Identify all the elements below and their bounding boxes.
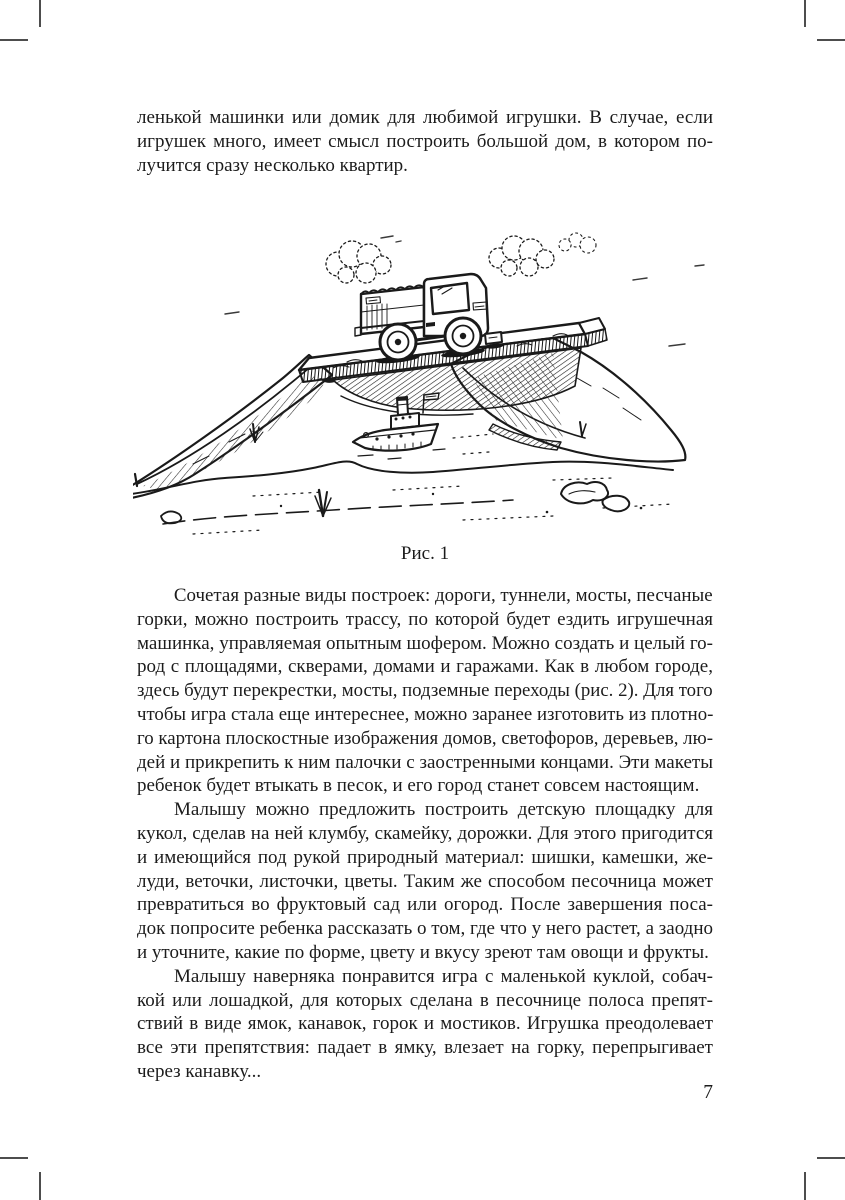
figure-caption: Рис. 1 [400,543,450,564]
text-line: через канавку... [137,1060,262,1082]
text-line: Малышу наверняка понравится игра с маленькой куклой, собач- [174,965,713,987]
text-line: горки, можно построить трассу, по которой будет ездить игрушечная [137,608,713,630]
paragraph [137,798,713,965]
text-line: Сочетая разные виды построек: дороги, туннели, мосты, песчаные [173,585,713,606]
cloud-icon [489,236,554,276]
grass-tuft-icon [315,490,331,516]
paragraph [137,106,713,177]
text-line: род с площадями, скверами, домами и гаражами. Как в любом городе, [137,656,713,678]
cloud-icon [559,233,596,253]
text-line: игрушек много, имеет смысл построить большой дом, в котором по- [137,130,713,152]
crop-mark-top-left-horizontal [0,39,28,41]
text-line: лучится сразу несколько квартир. [137,154,408,176]
body-text [137,584,713,1084]
text-line: чтобы игра стала еще интереснее, можно заранее изготовить из плотно- [137,703,714,725]
paragraph [137,584,713,798]
intro-text [137,106,713,177]
text-line: кой или лошадкой, для которых сделана в песочнице полоса препят- [137,989,713,1011]
text-line: ствий в виде ямок, канавок, горок и мостиков. Игрушка преодолевает [137,1013,713,1035]
crop-mark-bottom-right-vertical [804,1172,806,1200]
text-line: ребенок будет втыкать в песок, и его город станет совсем настоящим. [137,775,700,797]
crop-mark-top-right-horizontal [817,39,845,41]
text-line: ленькой машинки или домик для любимой игрушки. В случае, если [137,107,713,128]
text-line: дей и прикрепить к ним палочки с заостренными концами. Эти макеты [137,751,713,773]
text-line: и уточните, какие по форме, цвету и вкусу зреют там овощи и фрукты. [137,941,709,963]
crop-mark-bottom-right-horizontal [817,1157,845,1159]
crop-mark-top-right-vertical [804,0,806,27]
cloud-icon [326,241,391,283]
text-line: и имеющийся под рукой природный материал: шишки, камешки, же- [137,846,713,868]
crop-mark-bottom-left-vertical [39,1172,41,1200]
text-line: все эти препятствия: падает в ямку, влезает на горку, перепрыгивает [137,1037,713,1059]
crop-mark-top-left-vertical [39,0,41,27]
figure-illustration [133,228,713,538]
text-line: Малышу можно предложить построить детскую площадку для [174,799,713,821]
sand-hill-truck-sketch [133,228,713,538]
crop-mark-bottom-left-horizontal [0,1157,28,1159]
text-line: док попросите ребенка рассказать о том, где что у него растет, а заодно [137,918,713,940]
text-line: машинка, управляемая опытным шофером. Можно создать и целый го- [137,632,713,654]
page-number: 7 [703,1082,713,1103]
text-line: здесь будут перекрестки, мосты, подземные переходы (рис. 2). Для того [137,680,713,702]
text-line: го картона плоскостные изображения домов, светофоров, деревьев, лю- [137,727,713,749]
text-line: превратиться во фруктовый сад или огород. После завершения поса- [137,894,713,916]
paragraph [137,965,713,1084]
text-line: луди, веточки, листочки, цветы. Таким же способом песочница может [137,870,713,892]
text-line: кукол, сделав на ней клумбу, скамейку, дорожки. Для этого пригодится [137,822,713,844]
